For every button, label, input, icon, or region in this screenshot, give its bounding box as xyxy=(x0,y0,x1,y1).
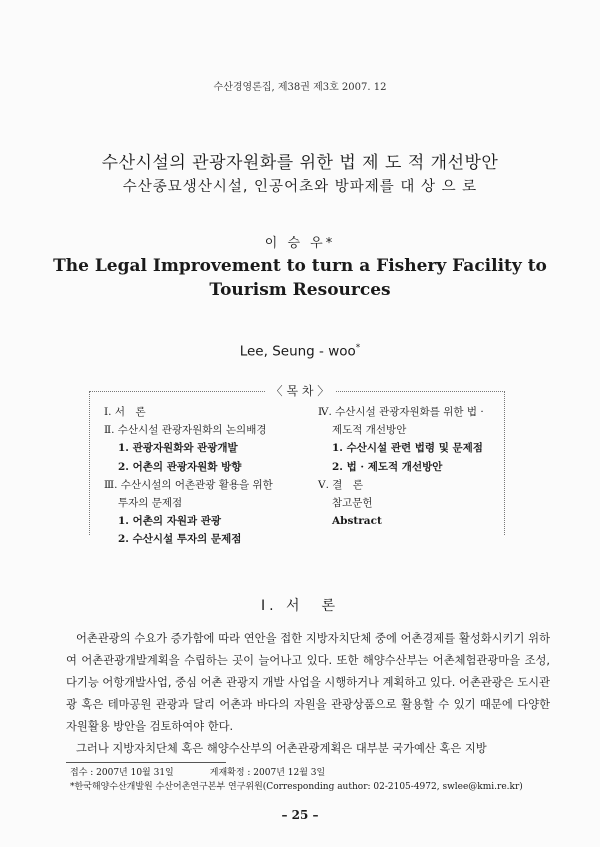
toc-left-column xyxy=(104,403,273,549)
toc-item: 2. 수산시설 투자의 문제점 xyxy=(118,533,242,546)
body-text xyxy=(66,628,550,760)
toc-heading xyxy=(0,382,600,399)
toc-item: Ⅰ. 서 론 xyxy=(104,406,146,418)
section-heading: Ⅰ. 서 론 xyxy=(260,598,340,614)
english-author xyxy=(0,343,600,360)
accepted-date: 게재확정 : 2007년 12월 3일 xyxy=(209,768,326,778)
english-title-line1: The Legal Improvement to turn a Fishery Facility to xyxy=(53,256,547,276)
toc-item: 1. 수산시설 관련 법령 및 문제점 xyxy=(332,442,483,455)
footnote-rule xyxy=(66,762,226,763)
toc-heading-text: 〈 목 차 〉 xyxy=(265,384,336,398)
korean-title: 수산시설의 관광자원화를 위한 법 제 도 적 개선방안 xyxy=(101,153,499,173)
page-number: – 25 – xyxy=(281,808,319,822)
affiliation-footnote: *한국해양수산개발원 수산어촌연구본부 연구위원(Corresponding author: 02-2105-4972, swlee@kmi.re.kr) xyxy=(70,782,523,792)
author-mark: * xyxy=(355,343,361,353)
footnotes xyxy=(70,766,523,794)
journal-header: 수산경영론집, 제38권 제3호 2007. 12 xyxy=(213,82,387,93)
toc-item: Ⅲ. 수산시설의 어촌관광 활용을 위한 xyxy=(104,478,273,491)
toc-item: Ⅱ. 수산시설 관광자원화의 논의배경 xyxy=(104,424,267,437)
english-author-name: Lee, Seung - woo xyxy=(239,343,356,360)
toc-item: Ⅳ. 수산시설 관광자원화를 위한 법 · xyxy=(318,406,484,418)
toc-item: 2. 법 · 제도적 개선방안 xyxy=(332,460,443,473)
paragraph: 그러나 지방자치단체 혹은 해양수산부의 어촌관광계획은 대부분 국가예산 혹은 지방 xyxy=(76,742,487,755)
paragraph: 어촌관광의 수요가 증가함에 따라 연안을 접한 지방자치단체 중에 어촌경제를 활성화시키기 위하여 어촌관광개발계획을 수립하는 곳이 늘어나고 있다. 또한 해양수산부는 어촌체험관광마을 조성, 다기능 어항개발사업, 중심 어촌 관광지 개발 사업을 시행하거나 계획하고 있다. 어촌관광은 도시관광 혹은 테마공원 관광과 달리 어촌과 바다의 자원을 관광상품으로 활용할 수 있기 때문에 다양한 자원활용 방안을 검토하여야 한다. xyxy=(66,632,550,733)
toc-item: 1. 어촌의 자원과 관광 xyxy=(118,515,222,528)
received-date: 접수 : 2007년 10월 31일 xyxy=(70,768,174,778)
korean-subtitle: 수산종묘생산시설, 인공어초와 방파제를 대 상 으 로 xyxy=(122,179,478,195)
korean-author: 이 승 우* xyxy=(264,236,336,251)
toc-item: 참고문헌 xyxy=(332,497,373,510)
english-title xyxy=(0,254,600,302)
english-title-line2: Tourism Resources xyxy=(209,280,391,300)
toc-item: Ⅴ. 결 론 xyxy=(318,478,364,491)
toc-item: 제도적 개선방안 xyxy=(332,424,407,437)
toc-item: 2. 어촌의 관광자원화 방향 xyxy=(118,460,242,473)
toc-item: Abstract xyxy=(332,515,382,528)
toc-right-column xyxy=(318,403,484,530)
toc-item: 투자의 문제점 xyxy=(118,497,183,510)
toc-item: 1. 관광자원화와 관광개발 xyxy=(118,442,238,455)
